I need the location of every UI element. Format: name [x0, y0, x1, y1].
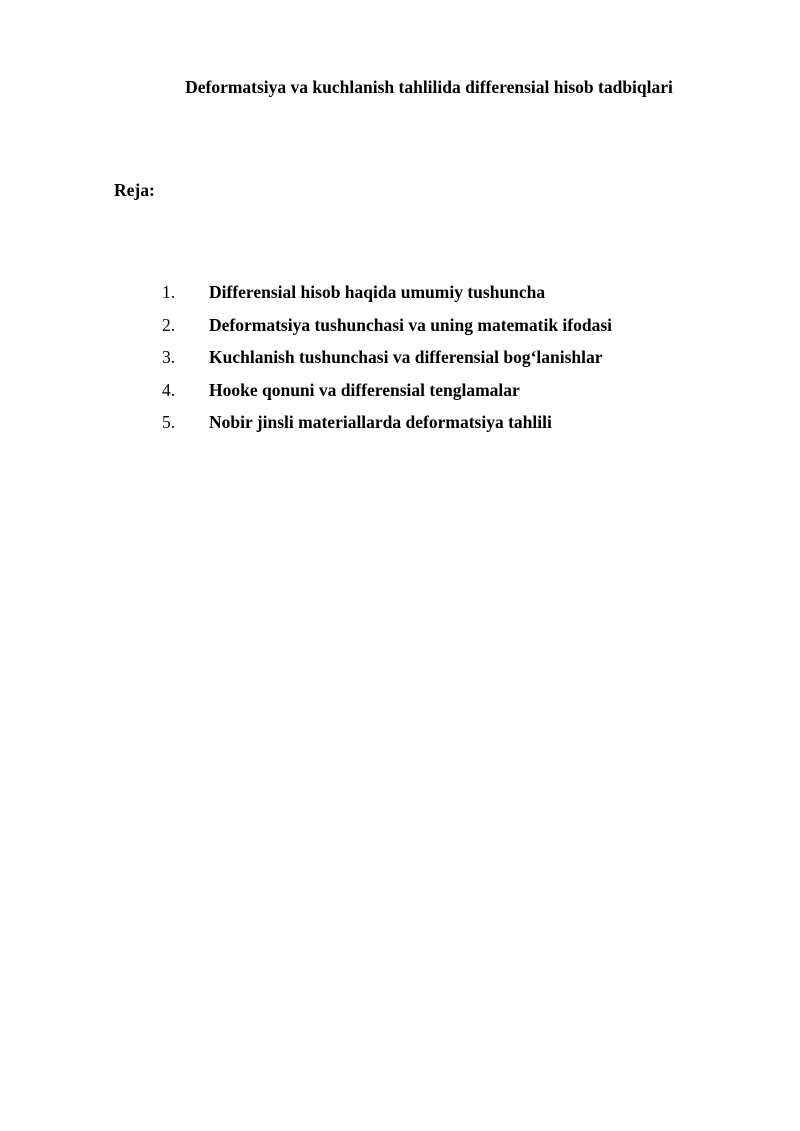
- plan-item-number: 1.: [162, 282, 176, 302]
- plan-item-number: 3.: [162, 347, 176, 367]
- plan-item-text: Hooke qonuni va differensial tenglamalar: [209, 379, 520, 400]
- plan-item-text: Nobir jinsli materiallarda deformatsiya tahlili: [209, 412, 552, 432]
- plan-heading: Reja:: [114, 180, 155, 200]
- plan-item: [0, 411, 800, 444]
- plan-list: [0, 281, 800, 444]
- plan-item-number: 5.: [162, 412, 176, 432]
- plan-item: [0, 281, 800, 314]
- plan-item-number: 4.: [162, 379, 176, 400]
- plan-item-text: Deformatsiya tushunchasi va uning matematik ifodasi: [209, 314, 613, 335]
- plan-item-text: Kuchlanish tushunchasi va differensial bog‘lanishlar: [209, 347, 603, 367]
- plan-item: [0, 346, 800, 379]
- plan-item-text: Differensial hisob haqida umumiy tushuncha: [209, 282, 546, 302]
- plan-item: [0, 379, 800, 412]
- plan-item-number: 2.: [162, 314, 176, 335]
- document-title: Deformatsiya va kuchlanish tahlilida differensial hisob tadbiqlari: [185, 77, 673, 97]
- plan-item: [0, 314, 800, 347]
